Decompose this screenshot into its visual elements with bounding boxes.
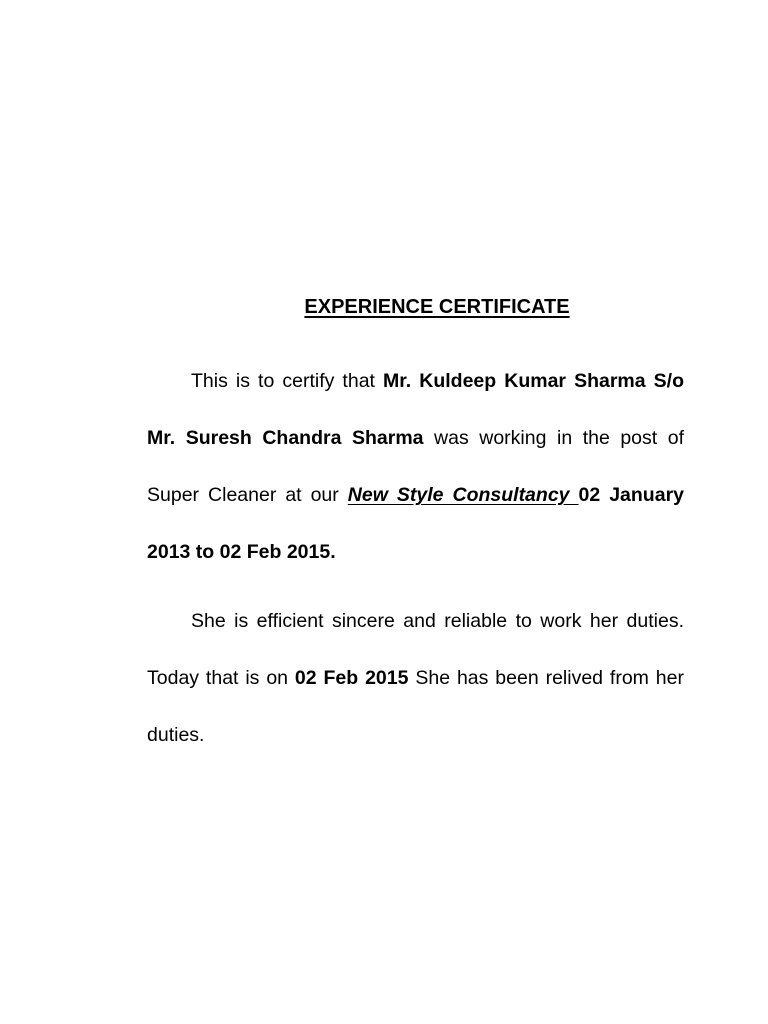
post-text: was working in the post of Super Cleaner at our xyxy=(147,427,684,506)
relieved-text: She has been relived from her duties. xyxy=(147,667,684,746)
certificate-title: EXPERIENCE CERTIFICATE xyxy=(304,296,570,318)
employee-name: Mr. Kuldeep Kumar Sharma S/o Mr. Suresh Chandra Sharma xyxy=(147,370,685,449)
relieving-date: 02 Feb 2015 xyxy=(294,667,409,689)
company-name: New Style Consultancy xyxy=(347,484,579,506)
certificate-paragraph-1 xyxy=(147,353,684,581)
employment-period: 02 January 2013 to 02 Feb 2015. xyxy=(147,484,684,563)
efficiency-text: She is efficient sincere and reliable to work her duties. Today that is on xyxy=(147,610,684,689)
certificate-paragraph-2 xyxy=(147,593,684,764)
intro-text: This is to certify that xyxy=(191,370,384,392)
